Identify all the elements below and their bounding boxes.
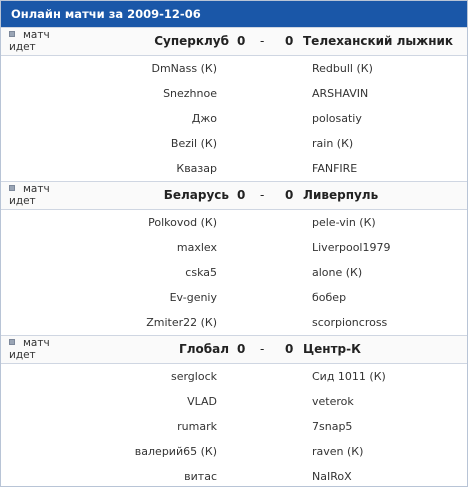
home-team-name[interactable]: Беларусь [163, 188, 229, 202]
player-row [1, 260, 467, 285]
away-player[interactable]: 7snap5 [312, 420, 353, 433]
player-row [1, 81, 467, 106]
home-score: 0 [237, 34, 246, 48]
away-player[interactable]: alone (К) [312, 266, 363, 279]
player-row [1, 464, 467, 489]
player-row [1, 414, 467, 439]
status-square-icon [9, 339, 15, 345]
away-score: 0 [285, 34, 294, 48]
away-team-name[interactable]: Телеханский лыжник [303, 34, 454, 48]
home-player[interactable]: витас [184, 470, 217, 483]
score-separator: - [260, 342, 265, 356]
status-square-icon [9, 31, 15, 37]
away-player[interactable]: veterok [312, 395, 354, 408]
away-team-name[interactable]: Ливерпуль [303, 188, 379, 202]
player-row [1, 285, 467, 310]
home-player[interactable]: DmNass (К) [151, 62, 217, 75]
home-score: 0 [237, 188, 246, 202]
match-header[interactable] [1, 27, 467, 56]
home-player[interactable]: Ev-geniy [169, 291, 217, 304]
player-row [1, 389, 467, 414]
player-row [1, 235, 467, 260]
match-block [1, 335, 467, 489]
home-player[interactable]: VLAD [187, 395, 217, 408]
player-row [1, 131, 467, 156]
away-score: 0 [285, 342, 294, 356]
away-player[interactable]: raven (К) [312, 445, 364, 458]
status-square-icon [9, 185, 15, 191]
score-separator: - [260, 188, 265, 202]
away-player[interactable]: rain (К) [312, 137, 354, 150]
player-row [1, 364, 467, 389]
home-score: 0 [237, 342, 246, 356]
widget-title: Онлайн матчи за 2009-12-06 [1, 1, 467, 27]
home-player[interactable]: Polkovod (К) [148, 216, 217, 229]
home-player[interactable]: Bezil (К) [170, 137, 217, 150]
home-player[interactable]: rumark [177, 420, 217, 433]
away-team-name[interactable]: Центр-К [303, 342, 361, 356]
home-player[interactable]: Джо [191, 112, 217, 125]
player-list [1, 210, 467, 335]
home-player[interactable]: Квазар [176, 162, 217, 175]
home-player[interactable]: maxlex [176, 241, 217, 254]
away-player[interactable]: бобер [312, 291, 347, 304]
player-row [1, 156, 467, 181]
match-block [1, 181, 467, 335]
away-player[interactable]: Сид 1011 (К) [312, 370, 386, 383]
home-player[interactable]: Zmiter22 (К) [146, 316, 217, 329]
player-list [1, 56, 467, 181]
match-status: матч идет [9, 29, 50, 53]
match-block [1, 27, 467, 181]
away-player[interactable]: scorpioncross [312, 316, 388, 329]
player-row [1, 56, 467, 81]
player-list [1, 364, 467, 489]
player-row [1, 106, 467, 131]
away-player[interactable]: Redbull (К) [312, 62, 373, 75]
home-player[interactable]: cska5 [185, 266, 217, 279]
home-team-name[interactable]: Суперклуб [154, 34, 229, 48]
away-score: 0 [285, 188, 294, 202]
player-row [1, 310, 467, 335]
home-team-name[interactable]: Глобал [179, 342, 229, 356]
home-player[interactable]: валерий65 (К) [134, 445, 217, 458]
away-player[interactable]: polosatiy [312, 112, 362, 125]
player-row [1, 439, 467, 464]
match-header[interactable] [1, 181, 467, 210]
score-separator: - [260, 34, 265, 48]
match-header[interactable] [1, 335, 467, 364]
away-player[interactable]: ARSHAVIN [312, 87, 369, 100]
away-player[interactable]: NaIRoX [312, 470, 352, 483]
away-player[interactable]: Liverpool1979 [312, 241, 391, 254]
home-player[interactable]: serglock [170, 370, 217, 383]
match-status: матч идет [9, 337, 50, 361]
match-status: матч идет [9, 183, 50, 207]
home-player[interactable]: Snezhnoe [163, 87, 217, 100]
away-player[interactable]: FANFIRE [312, 162, 358, 175]
away-player[interactable]: pele-vin (К) [312, 216, 376, 229]
player-row [1, 210, 467, 235]
